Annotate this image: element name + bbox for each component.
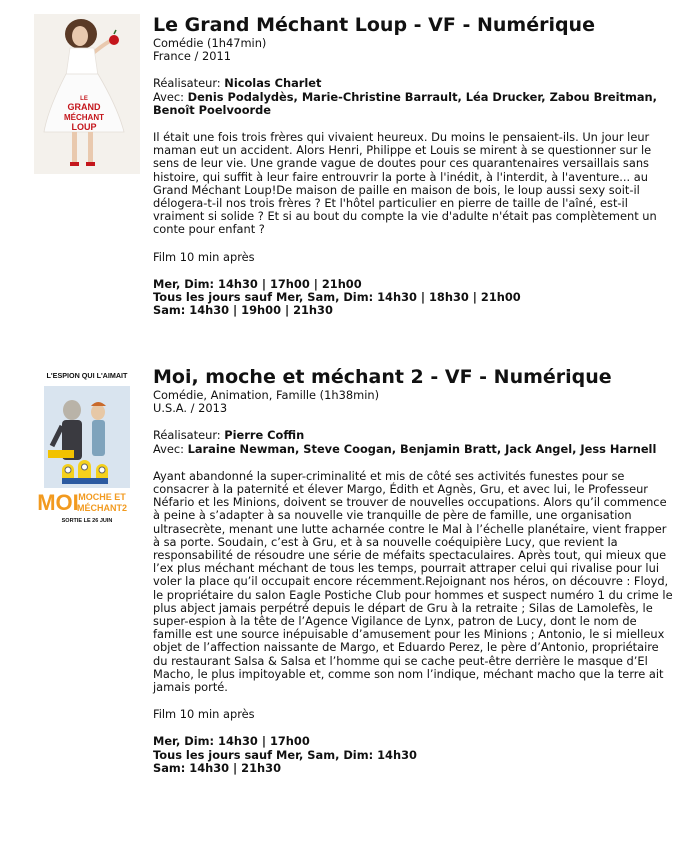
poster-subtitle-line-1: MOCHE ET — [78, 492, 126, 502]
director-name: Pierre Coffin — [224, 428, 305, 443]
film-genre: Comédie, Animation, Famille (1h38min) — [153, 388, 380, 402]
film-showtimes — [153, 735, 675, 775]
director-name: Nicolas Charlet — [224, 76, 322, 91]
film-title[interactable]: Moi, moche et méchant 2 - VF - Numérique — [153, 366, 612, 388]
film-cast — [153, 91, 675, 117]
poster-subtitle-line-2: MÉCHANT2 — [76, 503, 128, 513]
cast-names: Denis Podalydès, Marie-Christine Barrault, Léa Drucker, Zabou Breitman, Benoît Poelvoorde — [153, 89, 657, 117]
film-genre: Comédie (1h47min) — [153, 36, 267, 50]
poster-title-line-2: MÉCHANT — [64, 113, 104, 122]
poster-top-text: L'ESPION QUI L'AIMAIT — [46, 371, 128, 380]
poster-art — [36, 366, 138, 532]
cast-label: Avec: — [153, 441, 184, 456]
movie-poster[interactable] — [36, 366, 138, 532]
film-origin: U.S.A. / 2013 — [153, 401, 228, 416]
film-cast — [153, 443, 675, 456]
poster-moi: MOI — [37, 490, 79, 515]
poster-prefix: LE — [80, 96, 88, 102]
cast-label: Avec: — [153, 89, 184, 104]
director-label: Réalisateur: — [153, 76, 221, 91]
film-info — [153, 14, 675, 317]
director-label: Réalisateur: — [153, 428, 221, 443]
film-note: Film 10 min après — [153, 707, 255, 722]
film-note: Film 10 min après — [153, 249, 255, 264]
film-synopsis: Ayant abandonné la super-criminalité et mis de côté ses activités funestes pour se consacrer à la paternité et élever Margo, Édith et Agnès, Gru, et avec lui, le Professeur Néfario et les Minions, doivent se trouver de nouvelles occupations. Alors qu’il commence à peine à s’adapter à sa nouvelle vie tranquille de père de famille, une organisation ultrasecrète, menant une lutte acharnée contre le Mal à l’échelle planétaire, vient frapper à sa porte. Soudain, c’est à Gru, et à sa nouvelle coéquipière Lucy, que revient la responsabilité de résoudre une série de méfaits spectaculaires. Après tout, qui mieux que l’ex plus méchant méchant de tous les temps, pourrait attraper celui qui rivalise pour lui voler la place qu’il occupait encore récemment.Rejoignant nos héros, on découvre : Floyd, le propriétaire du salon Eagle Postiche Club pour hommes et suspect numéro 1 du crime le plus abject jamais perpétré depuis le départ de Gru à la retraite ; Silas de Lamolefès, le super-espion à la tête de l’Agence Vigilance de Lynx, patron de Lucy, dont le nom de famille est une source inépuisable d’amusement pour les Minions ; Antonio, le si mielleux objet de l’affection naissante de Margo, et Eduardo Perez, le père d’Antonio, propriétaire du restaurant Salsa & Salsa et l’homme qui se cache peut-être derrière le masque d’El Macho, le plus impitoyable et, comme son nom l’indique, méchant macho que la terre ait jamais porté. — [153, 468, 673, 695]
film-showtimes — [153, 278, 675, 318]
showtime-line: Tous les jours sauf Mer, Sam, Dim: 14h30 — [153, 747, 417, 762]
film-title[interactable]: Le Grand Méchant Loup - VF - Numérique — [153, 14, 595, 36]
film-info — [153, 366, 675, 775]
movie-poster[interactable] — [34, 14, 140, 174]
poster-title-line-1: GRAND — [67, 102, 101, 112]
poster-art — [34, 14, 140, 174]
showtime-line: Tous les jours sauf Mer, Sam, Dim: 14h30 | 18h30 | 21h00 — [153, 290, 521, 305]
film-origin: France / 2011 — [153, 49, 231, 64]
showtime-line: Mer, Dim: 14h30 | 17h00 — [153, 734, 310, 749]
showtime-line: Sam: 14h30 | 19h00 | 21h30 — [153, 303, 333, 318]
showtime-line: Sam: 14h30 | 21h30 — [153, 760, 281, 775]
cast-names: Laraine Newman, Steve Coogan, Benjamin Bratt, Jack Angel, Jess Harnell — [187, 441, 657, 456]
poster-release: SORTIE LE 26 JUIN — [61, 518, 113, 524]
showtime-line: Mer, Dim: 14h30 | 17h00 | 21h00 — [153, 276, 362, 291]
poster-title-line-3: LOUP — [71, 122, 97, 132]
film-synopsis: Il était une fois trois frères qui vivaient heureux. Du moins le pensaient-ils. Un jour leur maman eut un accident. Alors Henri, Philippe et Louis se mirent à se questionner sur le sens de leur vie. Une grande vague de doutes pour ces quarantenaires versaillais sans histoire, qui suffit à leur faire entrouvrir la porte à l'inédit, à l'interdit, à l'aventure... au Grand Méchant Loup!De maison de paille en maison de bois, le loup aussi sexy soit-il délogera-t-il nos trois frères ? Et l'hôtel particulier en pierre de taille de l'aîné, est-il vraiment si solide ? Et si au bout du compte la vie d'adulte n'était pas complètement un conte pour enfant ? — [153, 130, 657, 237]
